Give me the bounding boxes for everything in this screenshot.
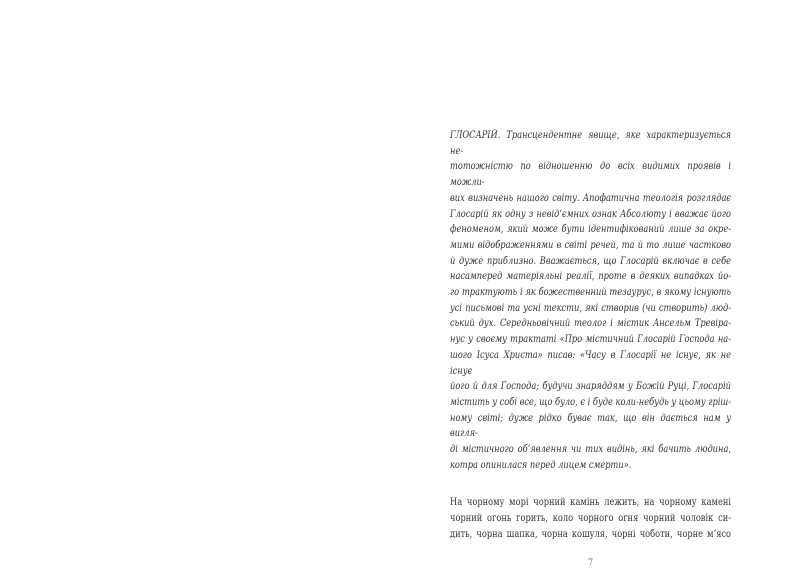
text-line: мими відображеннями в світі речей, та й то лише частково [450,239,732,251]
text-line: шого Ісуса Христа» писав: «Часу в Глосарії не існує, як не існує [450,349,732,377]
text-line: ді містичного об’явлення чи тих видінь, які бачить людина, [450,444,732,456]
text-line: На чорному морі чорний камінь лежить, на чорному камені [450,497,732,509]
text-line: котра опинилася перед лицем смерти». [450,459,632,471]
glossary-entry-paragraph [450,128,731,473]
text-line: нус у своєму трактаті «Про містичний Глосарій Господа на- [450,334,732,346]
text-line: дить, чорна шапка, чорна кошуля, чорні чоботи, чорне м’ясо [450,528,732,540]
text-line: вих визначень нашого світу. Апофатична теологія розглядає [450,192,732,204]
text-line: містить у собі все, що було, є і буде коли-небудь у цьому гріш- [450,396,732,408]
text-line: чорний огонь горить, коло чорного огня чорний чоловік си- [450,513,732,525]
folklore-paragraph [450,495,731,542]
text-line: ГЛОСАРІЙ. Трансцендентне явище, яке характеризується не- [450,130,732,157]
text-line: його й для Господа; будучи знаряддям у Божій Руці, Глосарій [450,381,732,393]
text-column [450,128,731,570]
text-line: тотожністю по відношенню до всіх видимих проявів і можли- [450,161,732,189]
text-line: й дуже приблизно. Вважається, що Глосарій включає в себе [450,255,732,267]
text-line: го трактують і як божественний тезаурус, в якому існують [450,287,732,299]
text-line: ному світі; дуже рідко буває так, що він дається нам у вигля- [450,412,732,440]
page-number: 7 [587,557,594,569]
text-line: усі письмові та усні тексти, які створив (чи створить) люд- [450,302,732,314]
text-line: феноменом, який може бути ідентифікований лише за окре- [450,224,732,236]
text-line: ський дух. Середньовічний теолог і містик Ансельм Тревіра- [450,318,732,330]
text-line: Глосарій як одну з невід’ємних ознак Абсолюту і вважає його [450,208,732,220]
text-line: насамперед матеріяльні реалії, проте в деяких випадках йо- [450,271,732,283]
